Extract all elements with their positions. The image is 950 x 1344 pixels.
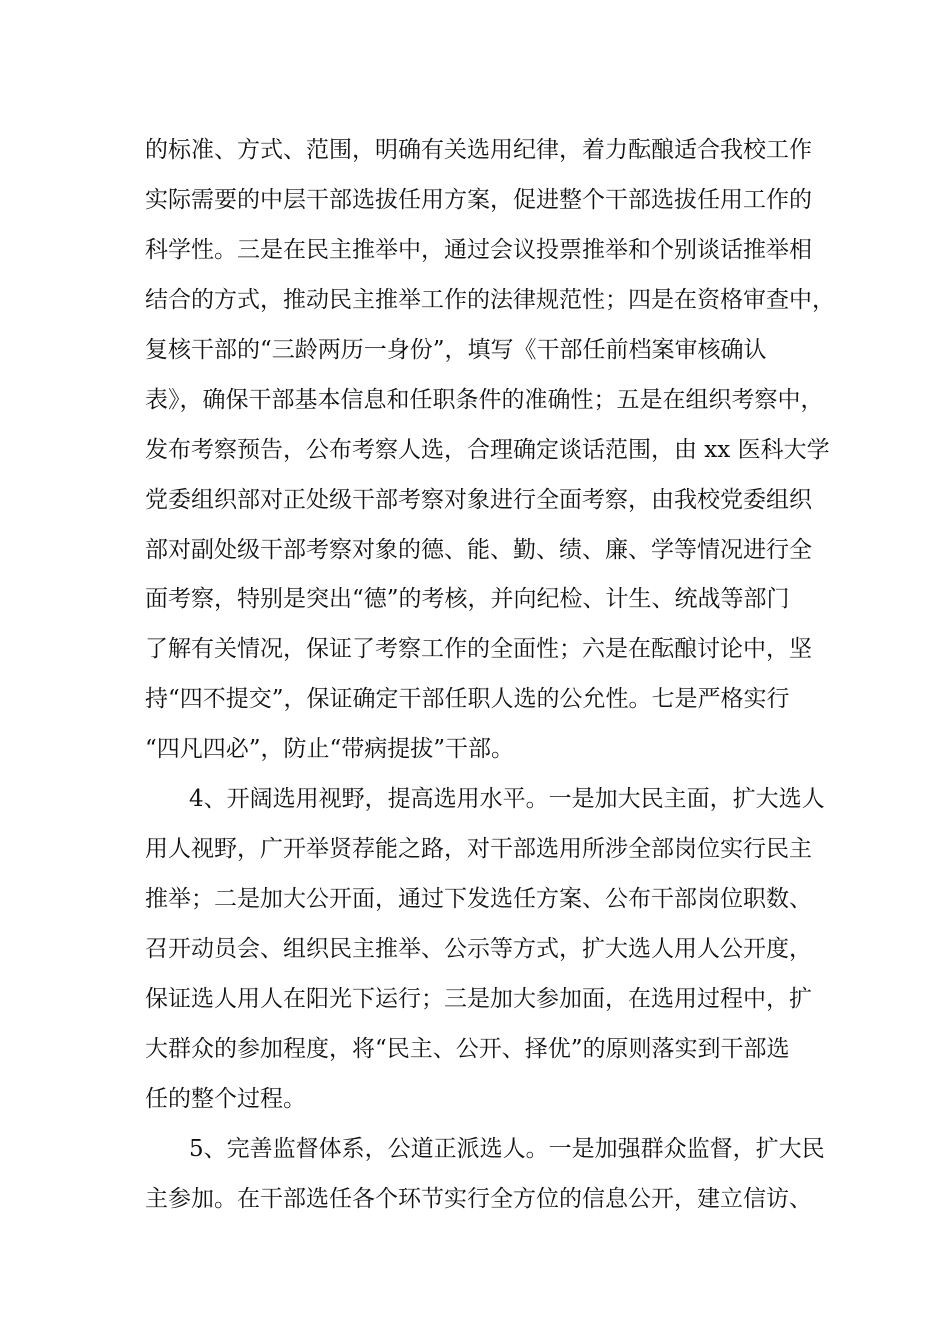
text-line: 保证选人用人在阳光下运行；三是加大参加面，在选用过程中，扩 [145,986,812,1012]
text-line: 实际需要的中层干部选拔任用方案，促进整个干部选拔任用工作的 [145,187,812,213]
text-line: 用人视野，广开举贤荐能之路，对干部选用所涉全部岗位实行民主 [145,836,812,862]
text-line: 复核干部的“三龄两历一身份”，填写《干部任前档案审核确认 [145,337,767,363]
text-line: 发布考察预告，公布考察人选，合理确定谈话范围，由 xx 医科大学 [145,437,830,463]
text-line: 结合的方式，推动民主推举工作的法律规范性；四是在资格审查中， [145,287,835,313]
text-line: “四凡四必”，防止“带病提拔”干部。 [145,736,515,762]
text-line: 科学性。三是在民主推举中，通过会议投票推举和个别谈话推举相 [145,237,812,263]
text-line: 任的整个过程。 [145,1086,306,1112]
text-line: 大群众的参加程度，将“民主、公开、择优”的原则落实到干部选 [145,1036,790,1062]
text-line: 推举；二是加大公开面，通过下发选任方案、公布干部岗位职数、 [145,886,812,912]
text-line: 面考察，特别是突出“德”的考核，并向纪检、计生、统战等部门 [145,586,790,612]
text-line: 表》，确保干部基本信息和任职条件的准确性；五是在组织考察中， [145,387,824,413]
paragraph-4-first-line: 4、开阔选用视野，提高选用水平。一是加大民主面，扩大选人 [189,786,825,812]
text-line: 主参加。在干部选任各个环节实行全方位的信息公开，建立信访、 [145,1186,812,1212]
text-line: 的标准、方式、范围，明确有关选用纪律，着力酝酿适合我校工作 [145,137,812,163]
text-line: 持“四不提交”，保证确定干部任职人选的公允性。七是严格实行 [145,686,790,712]
text-line: 召开动员会、组织民主推举、公示等方式，扩大选人用人公开度， [145,936,812,962]
text-line: 部对副处级干部考察对象的德、能、勤、绩、廉、学等情况进行全 [145,537,812,563]
text-line: 党委组织部对正处级干部考察对象进行全面考察，由我校党委组织 [145,487,812,513]
paragraph-5-first-line: 5、完善监督体系，公道正派选人。一是加强群众监督，扩大民 [189,1136,825,1162]
text-line: 了解有关情况，保证了考察工作的全面性；六是在酝酿讨论中，坚 [145,636,812,662]
